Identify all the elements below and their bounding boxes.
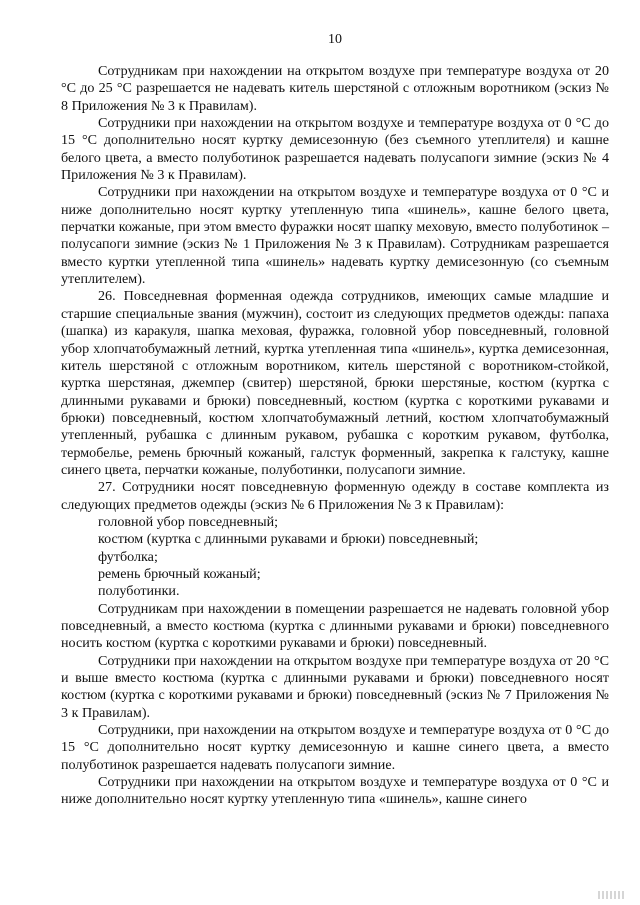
list-item: костюм (куртка с длинными рукавами и брюки) повседневный; bbox=[98, 531, 479, 548]
paragraph: Сотрудники при нахождении на открытом воздухе и температуре воздуха от 0 °С и ниже дополнительно носят куртку утепленную типа «шинель», кашне синего bbox=[61, 774, 609, 808]
paragraph: 26. Повседневная форменная одежда сотрудников, имеющих самые младшие и старшие специальные звания (мужчин), состоит из следующих предметов одежды: папаха (шапка) из каракуля, шапка меховая, фуражка, головной убор повседневный, головной убор хлопчатобумажный летний, куртка утепленная типа «шинель», куртка демисезонная, китель шерстяной с отложным воротником, китель шерстяной с воротником-стойкой, куртка шерстяная, джемпер (свитер) шерстяной, брюки шерстяные, костюм (куртка с длинными рукавами и брюки) повседневный, костюм (куртка с короткими рукавами и брюки) повседневный, костюм хлопчатобумажный летний, костюм хлопчатобумажный утепленный, рубашка с длинным рукавом, рубашка с коротким рукавом, футболка, термобелье, ремень брючный кожаный, галстук форменный, закрепка к галстуку, кашне синего цвета, перчатки кожаные, полуботинки, полусапоги зимние. bbox=[61, 288, 609, 478]
paragraph: Сотрудники при нахождении на открытом воздухе и температуре воздуха от 0 °С и ниже дополнительно носят куртку утепленную типа «шинель», кашне белого цвета, перчатки кожаные, при этом вместо фуражки носят шапку меховую, вместо полуботинок – полусапоги зимние (эскиз № 1 Приложения № 3 к Правилам). Сотрудникам разрешается вместо куртки утепленной типа «шинель» надевать куртку демисезонную (со съемным утеплителем). bbox=[61, 184, 609, 288]
list-item: полуботинки. bbox=[98, 583, 180, 600]
paragraph: Сотрудники при нахождении на открытом воздухе при температуре воздуха от 20 °С и выше вместо костюма (куртка с длинными рукавами и брюки) повседневного носят костюм (куртка с короткими рукавами и брюки) повседневный (эскиз № 7 Приложения № 3 к Правилам). bbox=[61, 652, 609, 721]
paragraph: Сотрудникам при нахождении на открытом воздухе при температуре воздуха от 20 °С до 25 °С разрешается не надевать китель шерстяной с отложным воротником (эскиз № 8 Приложения № 3 к Правилам). bbox=[61, 63, 609, 114]
paragraph: Сотрудникам при нахождении в помещении разрешается не надевать головной убор повседневный, а вместо костюма (куртка с длинными рукавами и брюки) повседневного носить костюм (куртка с короткими рукавами и брюки) повседневный. bbox=[61, 600, 609, 652]
page-number: 10 bbox=[328, 32, 342, 47]
paragraph: Сотрудники при нахождении на открытом воздухе и температуре воздуха от 0 °С до 15 °С дополнительно носят куртку демисезонную (без съемного утеплителя) и кашне белого цвета, а вместо полуботинок разрешается надевать полусапоги зимние (эскиз № 4 Приложения № 3 к Правилам). bbox=[61, 115, 609, 184]
list-item: ремень брючный кожаный; bbox=[98, 565, 261, 582]
paragraph: 27. Сотрудники носят повседневную форменную одежду в составе комплекта из следующих предметов одежды (эскиз № 6 Приложения № 3 к Правилам): bbox=[61, 479, 609, 513]
list-item: головной убор повседневный; bbox=[98, 513, 279, 530]
scan-edge-mark bbox=[598, 891, 626, 899]
document-page bbox=[61, 0, 609, 905]
paragraph: Сотрудники, при нахождении на открытом воздухе и температуре воздуха от 0 °С до 15 °С дополнительно носят куртку демисезонную и кашне синего цвета, а вместо полуботинок разрешается надевать полусапоги зимние. bbox=[61, 722, 609, 773]
document-body bbox=[61, 63, 609, 809]
list-item: футболка; bbox=[98, 548, 158, 565]
